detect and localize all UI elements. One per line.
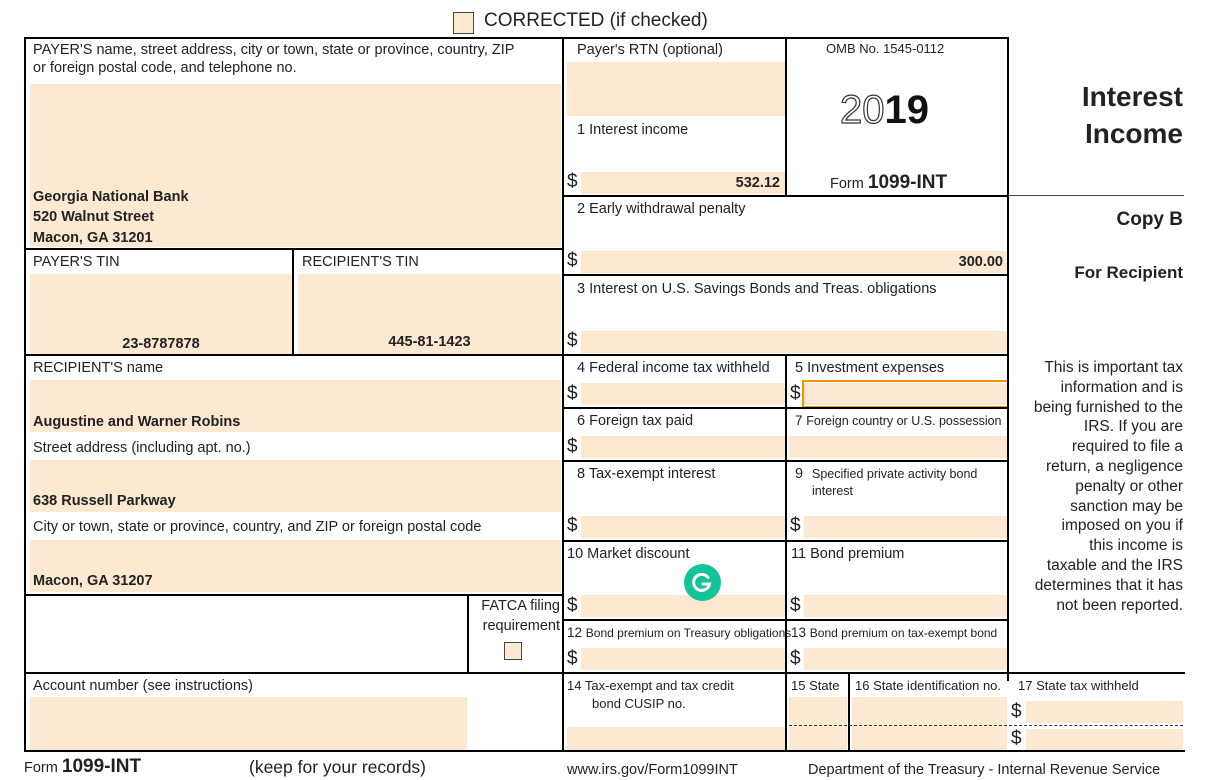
notice-line: being furnished to the — [1033, 398, 1183, 416]
box10-text: Market discount — [587, 546, 690, 562]
line-mid-divider — [785, 354, 787, 752]
box14-label-1 — [567, 678, 734, 694]
notice-line: taxable and the IRS — [1046, 556, 1183, 574]
corrected-checkbox[interactable] — [453, 12, 474, 34]
box14-text-1: Tax-exempt and tax credit — [584, 678, 734, 693]
street-label: Street address (including apt. no.) — [33, 440, 251, 456]
box7-num: 7 — [795, 413, 803, 428]
box10-dollar: $ — [567, 595, 578, 616]
notice-line: this income is — [1089, 537, 1183, 555]
box4-text: Federal income tax withheld — [589, 360, 770, 376]
payer-city: Macon, GA 31201 — [33, 230, 153, 246]
box6-field[interactable] — [581, 436, 785, 458]
line-tin-divider — [292, 248, 294, 356]
box17-field-2[interactable] — [1026, 729, 1183, 751]
footer-dept: Department of the Treasury - Internal Revenue Service — [808, 762, 1161, 778]
box17-text: State tax withheld — [1036, 678, 1139, 693]
box17-label — [1018, 678, 1139, 694]
omb-number: OMB No. 1545-0112 — [826, 41, 945, 56]
grammarly-icon[interactable] — [684, 564, 721, 601]
box7-field[interactable] — [789, 436, 1007, 458]
line-box89-bottom — [562, 540, 1009, 542]
recipient-name: Augustine and Warner Robins — [33, 414, 241, 430]
tax-year-outline: 20 — [840, 88, 885, 132]
box1-text: Interest income — [589, 122, 689, 138]
tax-year-bold: 19 — [884, 88, 929, 132]
recipient-tin-value: 445-81-1423 — [388, 334, 471, 350]
footer-form-prefix: Form — [24, 760, 58, 776]
payer-rtn-label: Payer's RTN (optional) — [577, 42, 723, 58]
notice-line: sanction may be — [1070, 497, 1183, 515]
form-prefix: Form — [830, 176, 864, 192]
box3-text: Interest on U.S. Savings Bonds and Treas. obligations — [589, 281, 937, 297]
box17-field-1[interactable] — [1026, 701, 1183, 723]
box13-num: 13 — [791, 625, 807, 640]
box16-text: State identification no. — [873, 678, 1002, 693]
box11-num: 11 — [791, 546, 807, 562]
box8-field[interactable] — [581, 516, 785, 538]
box12-field[interactable] — [581, 648, 785, 670]
line-title-bottom — [1009, 195, 1184, 196]
box14-num: 14 — [567, 678, 582, 693]
line-box2-bottom — [562, 274, 1009, 276]
box4-field[interactable] — [581, 383, 785, 405]
box6-text: Foreign tax paid — [589, 413, 694, 429]
city-label: City or town, state or province, country, and ZIP or foreign postal code — [33, 519, 482, 535]
box1-dollar: $ — [567, 171, 578, 192]
box3-num: 3 — [577, 281, 586, 297]
box2-label — [577, 200, 745, 218]
box13-label — [791, 625, 997, 641]
notice-line: IRS. If you are — [1083, 418, 1183, 436]
box9-text-1: Specified private activity bond — [812, 467, 978, 481]
title-line1: Interest — [1081, 81, 1183, 112]
box15-16-dashed-line — [789, 725, 1007, 726]
recipient-tin-label: RECIPIENT'S TIN — [302, 254, 419, 270]
box16-field[interactable] — [852, 697, 1007, 751]
box11-text: Bond premium — [810, 546, 905, 562]
frame-bottom-line — [24, 750, 1185, 752]
box3-label — [577, 280, 937, 298]
form-label — [830, 174, 947, 193]
box6-dollar: $ — [567, 436, 578, 457]
box14-field[interactable] — [567, 727, 785, 751]
line-box67-bottom — [562, 460, 1009, 462]
box5-num: 5 — [795, 360, 804, 376]
notice-line: penalty or other — [1075, 477, 1183, 495]
box15-field[interactable] — [789, 697, 847, 751]
box13-text: Bond premium on tax-exempt bond — [809, 626, 998, 640]
box1-value: 532.12 — [735, 175, 780, 191]
box17-dollar-2: $ — [1011, 728, 1022, 749]
box15-num: 15 — [791, 678, 806, 693]
line-box15-divider — [848, 672, 850, 752]
payer-tin-value: 23-8787878 — [122, 336, 200, 352]
box6-label — [577, 412, 693, 430]
box5-text: Investment expenses — [807, 360, 945, 376]
payer-rtn-field[interactable] — [567, 62, 785, 116]
box17-dollar-1: $ — [1011, 701, 1022, 722]
fatca-checkbox[interactable] — [504, 642, 522, 660]
box2-num: 2 — [577, 201, 586, 217]
box3-dollar: $ — [567, 330, 578, 351]
payer-tin-label: PAYER'S TIN — [33, 254, 120, 270]
divider-left-middle — [562, 37, 564, 752]
box11-label — [791, 545, 904, 563]
payer-label: PAYER'S name, street address, city or town, state or province, country, ZIP — [33, 42, 515, 58]
box5-dollar: $ — [790, 383, 801, 404]
box5-label — [795, 359, 944, 377]
box2-value: 300.00 — [958, 254, 1003, 270]
box9-dollar: $ — [790, 515, 801, 536]
notice-line: This is important tax — [1044, 359, 1183, 376]
box8-text: Tax-exempt interest — [588, 466, 716, 482]
box1-label — [577, 121, 688, 139]
box4-num: 4 — [577, 360, 586, 376]
box8-label — [577, 465, 715, 483]
box7-label — [795, 413, 1002, 429]
notice-line: imposed on you if — [1061, 517, 1183, 535]
box11-dollar: $ — [790, 595, 801, 616]
box16-num: 16 — [855, 678, 870, 693]
box9-text-2: interest — [812, 484, 853, 498]
footer-url[interactable]: www.irs.gov/Form1099INT — [567, 762, 738, 778]
title-line2: Income — [1084, 118, 1183, 149]
box9-num: 9 — [795, 466, 804, 482]
form-name: 1099-INT — [867, 172, 948, 193]
fatca-label-2: requirement — [482, 618, 560, 634]
frame-right-line — [1007, 37, 1009, 681]
box2-text: Early withdrawal penalty — [589, 201, 746, 217]
line-omb-left — [785, 37, 787, 197]
box3-field[interactable] — [581, 331, 1007, 353]
box6-num: 6 — [577, 413, 586, 429]
notice-line: determines that it has — [1034, 576, 1183, 594]
payer-label-2: or foreign postal code, and telephone no. — [33, 60, 297, 76]
grammarly-g-icon — [684, 564, 721, 601]
box10-label — [567, 545, 690, 563]
title — [1020, 78, 1183, 152]
box15-label — [791, 678, 839, 694]
box1-num: 1 — [577, 122, 586, 138]
box10-field[interactable] — [581, 595, 785, 617]
box9-field[interactable] — [804, 516, 1007, 538]
box12-dollar: $ — [567, 648, 578, 669]
box13-dollar: $ — [790, 648, 801, 669]
frame-top-line — [24, 37, 1009, 39]
frame-left-line — [24, 37, 26, 752]
box8-num: 8 — [577, 466, 586, 482]
recipient-notice — [1010, 358, 1183, 615]
box16-label — [855, 678, 1001, 694]
box2-dollar: $ — [567, 250, 578, 271]
recipient-city: Macon, GA 31207 — [33, 573, 153, 589]
box14-text-2: bond CUSIP no. — [592, 696, 686, 711]
box12-label — [567, 625, 791, 641]
for-recipient: For Recipient — [1074, 263, 1183, 282]
box12-num: 12 — [567, 625, 583, 640]
box11-field[interactable] — [804, 595, 1007, 617]
box7-text: Foreign country or U.S. possession — [806, 414, 1002, 428]
footer-form-name: 1099-INT — [61, 756, 142, 777]
notice-line: not been reported. — [1056, 596, 1183, 614]
payer-street: 520 Walnut Street — [33, 209, 155, 225]
box5-focus-ring — [802, 380, 1009, 408]
box8-dollar: $ — [567, 515, 578, 536]
notice-line: return, a negligence — [1045, 457, 1183, 475]
tax-year — [840, 88, 929, 132]
recipient-name-label: RECIPIENT'S name — [33, 360, 164, 376]
fatca-label-1: FATCA filing — [481, 598, 560, 614]
box4-dollar: $ — [567, 383, 578, 404]
recipient-street: 638 Russell Parkway — [33, 493, 176, 509]
payer-name: Georgia National Bank — [33, 189, 189, 205]
line-box45-bottom — [562, 407, 1009, 409]
copy-b: Copy B — [1116, 209, 1183, 230]
corrected-label: CORRECTED (if checked) — [484, 10, 708, 31]
line-tin-bottom — [24, 354, 1009, 356]
box13-field[interactable] — [804, 648, 1007, 670]
box12-text: Bond premium on Treasury obligations — [585, 626, 792, 640]
line-box1-bottom — [562, 195, 1009, 197]
box15-text: State — [809, 678, 840, 693]
footer-keep: (keep for your records) — [249, 757, 427, 777]
box17-num: 17 — [1018, 678, 1033, 693]
account-label: Account number (see instructions) — [33, 678, 254, 694]
line-box1011-bottom — [562, 619, 1009, 621]
box4-label — [577, 359, 770, 377]
line-account-top — [24, 672, 1185, 674]
line-payer-bottom — [24, 248, 564, 250]
box17-dashed-line — [1009, 725, 1183, 726]
footer-form — [24, 755, 141, 780]
notice-line: information and is — [1060, 378, 1183, 396]
account-number-field[interactable] — [30, 697, 467, 751]
box10-num: 10 — [567, 546, 584, 562]
notice-line: required to file a — [1071, 438, 1183, 456]
line-city-bottom — [24, 594, 564, 596]
